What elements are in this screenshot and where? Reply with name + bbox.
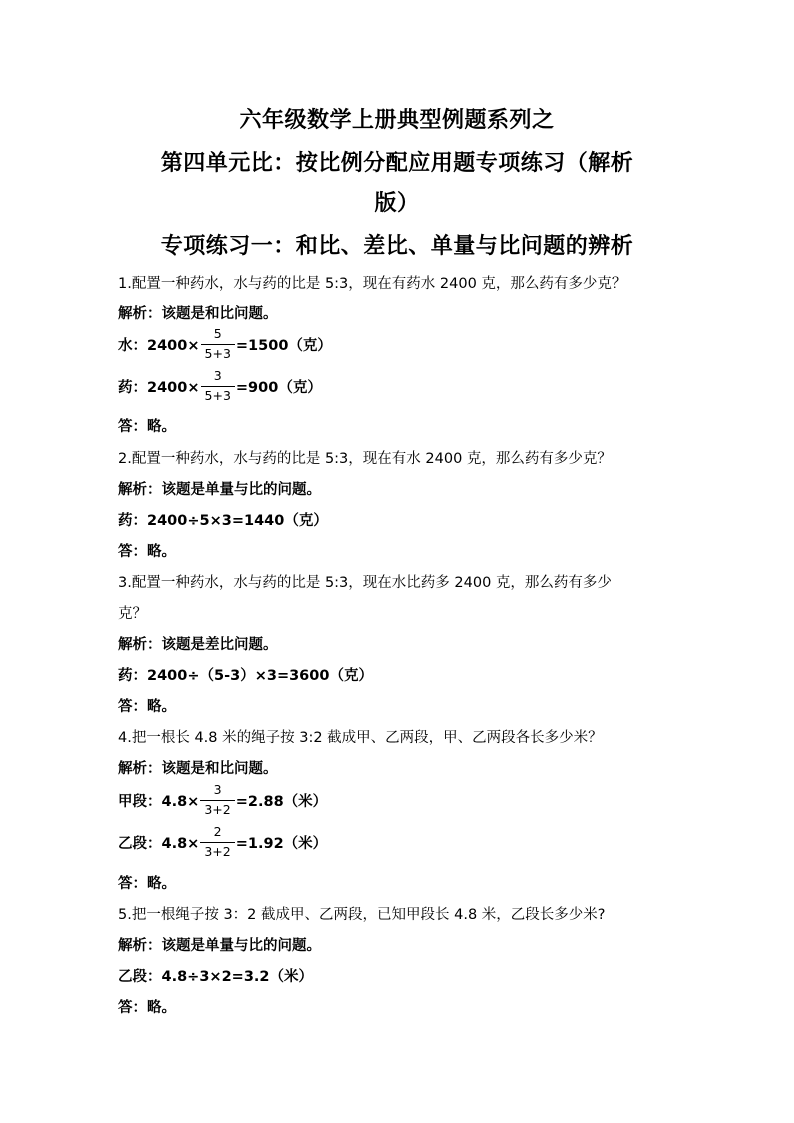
analysis-2: 解析：该题是单量与比的问题。	[118, 482, 321, 498]
title-unit: 第四单元比：按比例分配应用题专项练习（解析	[160, 151, 634, 176]
fraction-4a-denominator: 3+2	[200, 800, 234, 817]
fraction-1b	[201, 370, 235, 402]
fraction-4a	[200, 784, 234, 816]
calc-5: 乙段：4.8÷3×2=3.2（米）	[118, 969, 313, 985]
answer-3: 答：略。	[118, 699, 176, 715]
answer-2: 答：略。	[118, 544, 176, 560]
calc-1b	[118, 370, 322, 402]
title-section: 专项练习一：和比、差比、单量与比问题的辨析	[160, 234, 634, 259]
fraction-4b	[200, 826, 234, 858]
fraction-4a-numerator: 3	[213, 782, 222, 797]
question-3: 3.配置一种药水，水与药的比是 5:3，现在水比药多 2400 克，那么药有多少	[118, 575, 612, 591]
answer-4: 答：略。	[118, 876, 176, 892]
analysis-4: 解析：该题是和比问题。	[118, 761, 278, 777]
fraction-1b-numerator: 3	[213, 368, 222, 383]
calc-1a	[118, 328, 332, 360]
question-1: 1.配置一种药水，水与药的比是 5:3，现在有药水 2400 克，那么药有多少克？	[118, 276, 627, 292]
calc-4a	[118, 784, 327, 816]
analysis-3: 解析：该题是差比问题。	[118, 637, 278, 653]
analysis-5: 解析：该题是单量与比的问题。	[118, 938, 321, 954]
calc-1a-post: =1500（克）	[235, 337, 332, 354]
calc-4b-post: =1.92（米）	[235, 835, 328, 852]
answer-1: 答：略。	[118, 419, 176, 435]
question-4: 4.把一根长 4.8 米的绳子按 3:2 截成甲、乙两段，甲、乙两段各长多少米？	[118, 730, 603, 746]
answer-5: 答：略。	[118, 1000, 176, 1016]
calc-4b-pre: 乙段：4.8×	[118, 835, 200, 852]
title-series: 六年级数学上册典型例题系列之	[239, 108, 555, 133]
fraction-1a-numerator: 5	[213, 326, 222, 341]
question-2: 2.配置一种药水，水与药的比是 5:3，现在有水 2400 克，那么药有多少克？	[118, 451, 612, 467]
calc-4a-post: =2.88（米）	[235, 793, 328, 810]
calc-4a-pre: 甲段：4.8×	[118, 793, 200, 810]
calc-1b-pre: 药：2400×	[118, 379, 200, 396]
calc-1b-post: =900（克）	[235, 379, 322, 396]
calc-1a-pre: 水：2400×	[118, 337, 200, 354]
fraction-1a	[201, 328, 235, 360]
question-5: 5.把一根绳子按 3：2 截成甲、乙两段，已知甲段长 4.8 米，乙段长多少米?	[118, 907, 606, 923]
fraction-4b-numerator: 2	[213, 824, 222, 839]
calc-4b	[118, 826, 327, 858]
fraction-4b-denominator: 3+2	[200, 842, 234, 859]
fraction-1a-denominator: 5+3	[201, 344, 235, 361]
fraction-1b-denominator: 5+3	[201, 386, 235, 403]
calc-2: 药：2400÷5×3=1440（克）	[118, 513, 328, 529]
title-unit-continued: 版）	[374, 191, 420, 216]
question-3-continued: 克？	[118, 606, 147, 622]
calc-3: 药：2400÷（5-3）×3=3600（克）	[118, 668, 373, 684]
analysis-1: 解析：该题是和比问题。	[118, 306, 278, 322]
